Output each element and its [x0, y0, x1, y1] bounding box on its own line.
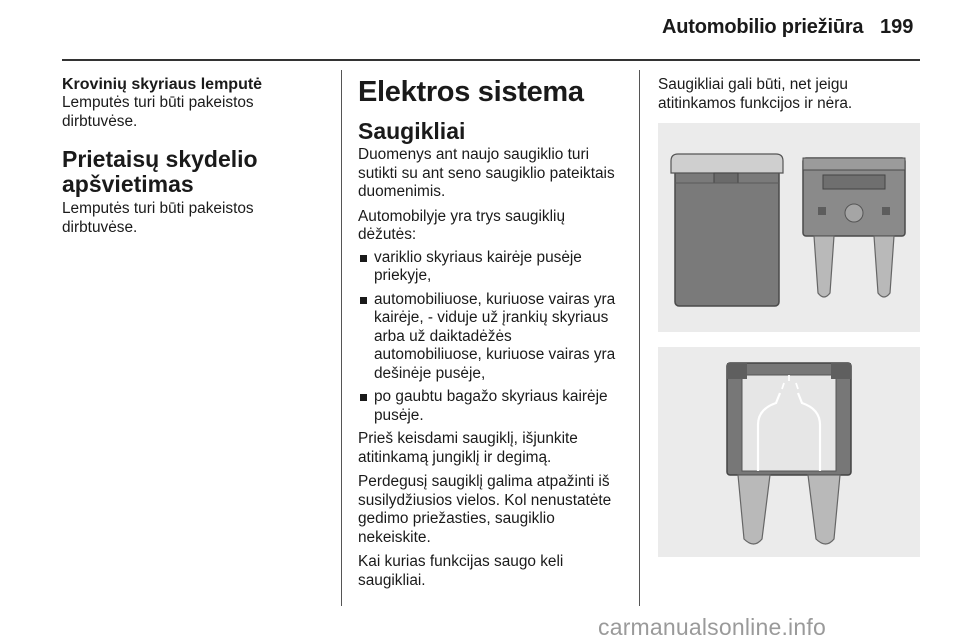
cartridge-fuse-icon — [671, 154, 783, 306]
column-divider-2 — [639, 70, 640, 606]
column-3 — [658, 76, 920, 113]
header-title: Automobilio priežiūra — [662, 16, 864, 38]
section-text-instrument-lighting: Lemputės turi būti pakeistos dirbtuvėse. — [62, 200, 254, 236]
watermark: carmanualsonline.info — [598, 614, 826, 640]
header-rule — [62, 59, 920, 61]
column-2 — [358, 76, 626, 590]
blown-fuse-icon — [727, 363, 851, 544]
column-1 — [62, 76, 330, 237]
figure-fuse-types — [658, 123, 920, 332]
fuse-types-illustration — [658, 123, 920, 332]
section-heading-cargo-lamp: Krovinių skyriaus lemputė — [62, 76, 263, 93]
paragraph-5: Kai kurias funkcijas saugo keli saugikliai. — [358, 553, 564, 589]
mini-fuse-icon — [803, 158, 905, 297]
bullet-square-icon — [360, 297, 367, 304]
section-heading-instrument-lighting: Prietaisų skydelio apšvietimas — [62, 146, 258, 197]
list-item: variklio skyriaus kairėje pusėje priekyje, — [358, 249, 626, 286]
list-item: automobiliuose, kuriuose vairas yra kairėje, - viduje už įrankių skyriaus arba už daiktadėžės automobiliuose, kuriuose vairas yra dešinėje pusėje, — [358, 291, 626, 384]
sub-heading-fuses: Saugikliai — [358, 118, 466, 144]
page-number: 199 — [880, 16, 914, 38]
section-text-cargo-lamp: Lemputės turi būti pakeistos dirbtuvėse. — [62, 94, 254, 130]
paragraph-fuses-note: Saugikliai gali būti, net jeigu atitinkamos funkcijos ir nėra. — [658, 76, 853, 112]
list-item: po gaubtu bagažo skyriaus kairėje pusėje. — [358, 388, 626, 425]
blown-fuse-illustration — [658, 347, 920, 557]
bullet-square-icon — [360, 394, 367, 401]
figure-blown-fuse — [658, 347, 920, 557]
paragraph-4: Perdegusį saugiklį galima atpažinti iš susilydžiusios vielos. Kol nenustatėte gedimo priežasties, saugiklio nekeiskite. — [358, 473, 612, 546]
bullet-square-icon — [360, 255, 367, 262]
paragraph-1: Duomenys ant naujo saugiklio turi sutikti su ant seno saugiklio pateiktais duomenimis. — [358, 146, 615, 200]
paragraph-2: Automobilyje yra trys saugiklių dėžutės: — [358, 207, 565, 243]
main-heading: Elektros sistema — [358, 76, 584, 108]
paragraph-3: Prieš keisdami saugiklį, išjunkite atitinkamą jungiklį ir degimą. — [358, 430, 578, 466]
fuse-box-list — [358, 249, 626, 426]
column-divider-1 — [341, 70, 342, 606]
